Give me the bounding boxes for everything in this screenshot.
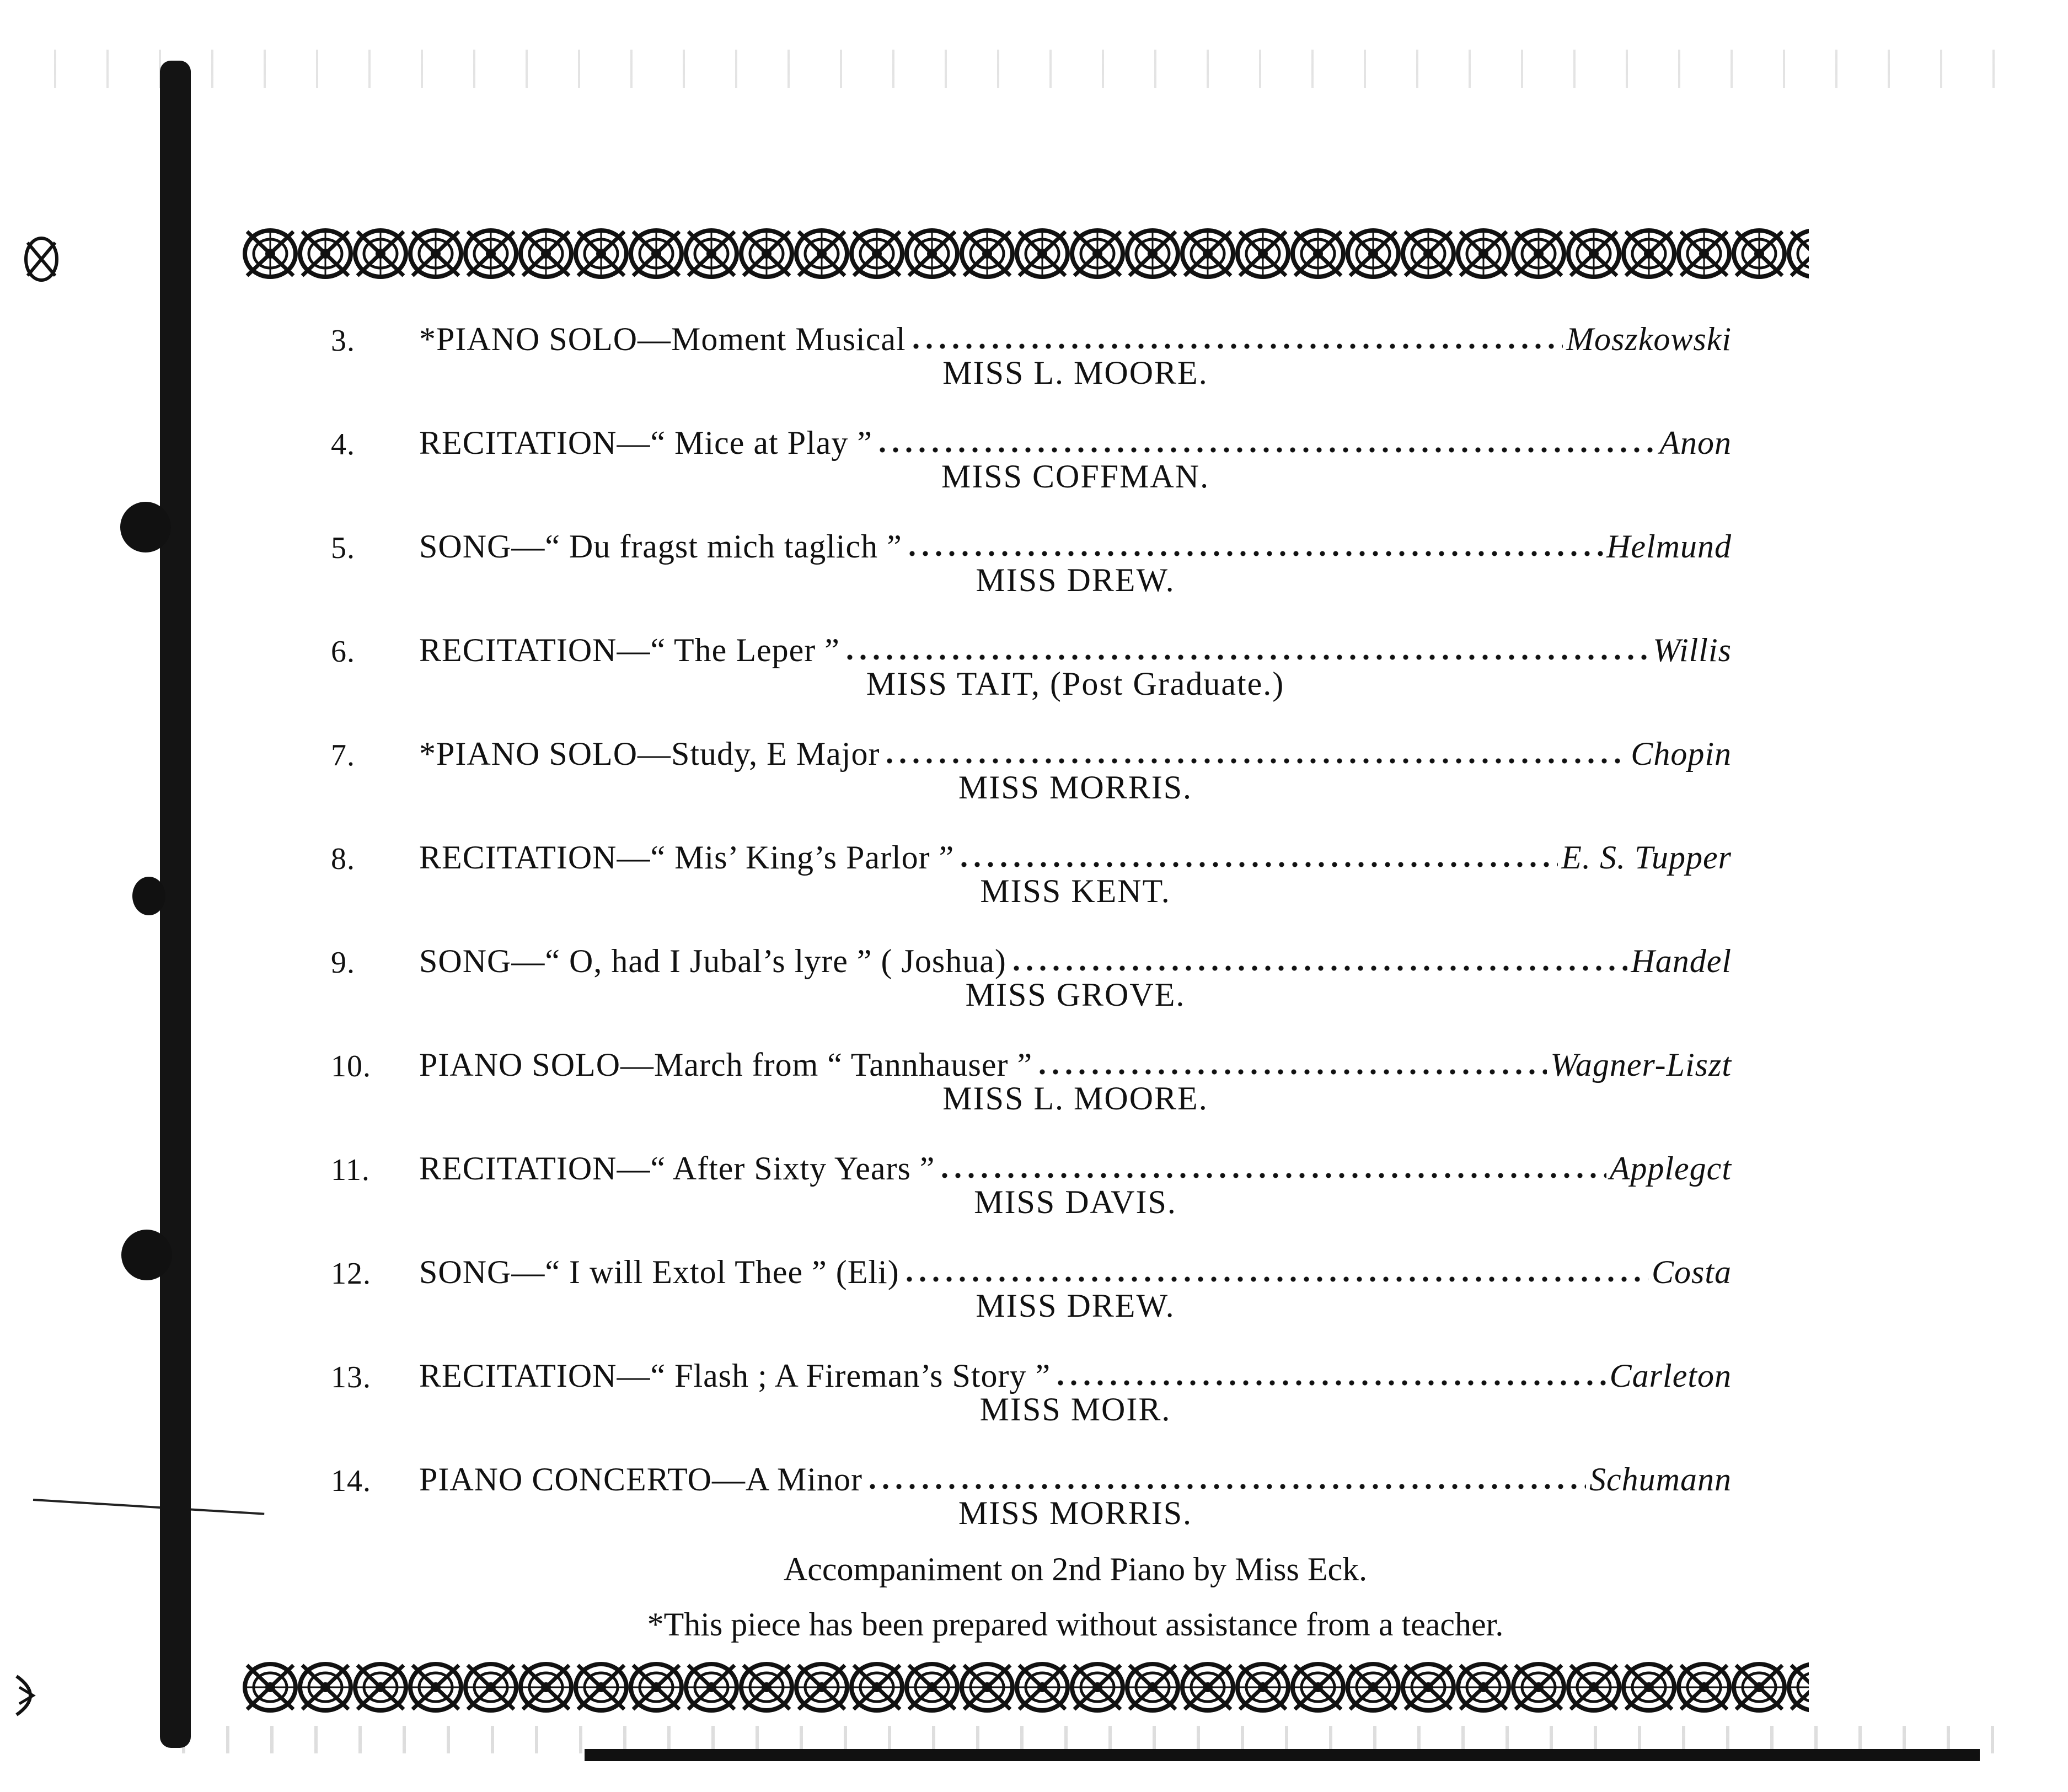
program-list <box>331 309 1732 1661</box>
item-performer: MISS MORRIS. <box>958 1495 1193 1531</box>
item-composer: Handel <box>1631 943 1732 979</box>
item-number: 13. <box>331 1360 371 1394</box>
item-performer: MISS COFFMAN. <box>941 458 1210 495</box>
program-item <box>331 620 1732 723</box>
item-title: *PIANO SOLO—Study, E Major <box>419 736 880 772</box>
item-number: 5. <box>331 531 355 565</box>
dot-leader <box>866 1481 1586 1492</box>
item-title: SONG—“ I will Extol Thee ” (Eli) <box>419 1254 899 1290</box>
item-title: RECITATION—“ The Leper ” <box>419 632 840 668</box>
item-performer: MISS DREW. <box>976 1287 1175 1324</box>
item-title: RECITATION—“ Flash ; A Fireman’s Story ” <box>419 1358 1051 1394</box>
item-title: RECITATION—“ Mis’ King’s Parlor ” <box>419 839 955 876</box>
item-title: PIANO SOLO—March from “ Tannhauser ” <box>419 1047 1033 1083</box>
program-item <box>331 412 1732 516</box>
program-item <box>331 1242 1732 1345</box>
item-number: 11. <box>331 1153 370 1187</box>
item-composer: Schumann <box>1589 1461 1732 1498</box>
item-number: 10. <box>331 1049 371 1083</box>
item-number: 3. <box>331 324 355 358</box>
program-item <box>331 516 1732 620</box>
item-composer: Anon <box>1659 425 1732 461</box>
program-item <box>331 1449 1732 1553</box>
item-composer: Willis <box>1653 632 1732 668</box>
item-performer: MISS DREW. <box>976 562 1175 598</box>
ornamental-border-bottom <box>243 1660 1809 1715</box>
item-title: PIANO CONCERTO—A Minor <box>419 1461 863 1498</box>
item-composer: Chopin <box>1631 736 1732 772</box>
binding-strip <box>160 61 191 1748</box>
dot-leader <box>1036 1066 1547 1077</box>
item-composer: Applegct <box>1609 1150 1732 1187</box>
program-item <box>331 309 1732 412</box>
dot-leader <box>1010 963 1628 974</box>
item-number: 8. <box>331 842 355 876</box>
item-composer: Moszkowski <box>1566 321 1732 357</box>
item-title: *PIANO SOLO—Moment Musical <box>419 321 906 357</box>
accompaniment-note: Accompaniment on 2nd Piano by Miss Eck. <box>783 1551 1368 1587</box>
item-composer: Helmund <box>1606 528 1732 565</box>
item-performer: MISS MOIR. <box>979 1391 1171 1428</box>
dot-leader <box>843 652 1649 663</box>
item-performer: MISS L. MOORE. <box>942 1080 1208 1117</box>
dot-leader <box>906 548 1603 559</box>
dot-leader <box>1054 1377 1606 1388</box>
dot-leader <box>909 341 1563 352</box>
item-performer: MISS L. MOORE. <box>942 355 1208 391</box>
item-title: SONG—“ Du fragst mich taglich ” <box>419 528 902 565</box>
item-performer: MISS DAVIS. <box>974 1184 1177 1220</box>
program-item <box>331 931 1732 1034</box>
program-item <box>331 827 1732 931</box>
binding-knob-2 <box>132 877 165 915</box>
bottom-edge-rule <box>585 1749 1980 1761</box>
item-composer: Wagner-Liszt <box>1550 1047 1732 1083</box>
item-composer: E. S. Tupper <box>1561 839 1732 876</box>
item-composer: Carleton <box>1609 1358 1732 1394</box>
knot-ornament-icon <box>11 1671 50 1720</box>
knot-ornament-icon <box>22 234 61 284</box>
item-title: RECITATION—“ Mice at Play ” <box>419 425 872 461</box>
item-number: 4. <box>331 427 355 462</box>
item-number: 6. <box>331 635 355 669</box>
item-performer: MISS GROVE. <box>965 977 1186 1013</box>
item-title: SONG—“ O, had I Jubal’s lyre ” ( Joshua) <box>419 943 1006 979</box>
footnote: *This piece has been prepared without assistance from a teacher. <box>647 1606 1504 1643</box>
program-item <box>331 1034 1732 1138</box>
item-title: RECITATION—“ After Sixty Years ” <box>419 1150 935 1187</box>
dot-leader <box>876 444 1656 455</box>
dot-leader <box>883 755 1627 766</box>
item-performer: MISS KENT. <box>980 873 1171 909</box>
top-edge-speckle <box>33 50 1996 88</box>
item-number: 7. <box>331 738 355 772</box>
dot-leader <box>938 1170 1606 1181</box>
item-number: 9. <box>331 946 355 980</box>
item-performer: MISS MORRIS. <box>958 769 1193 806</box>
program-item <box>331 1138 1732 1242</box>
stray-pen-line <box>33 1499 264 1515</box>
binding-knob-3 <box>121 1230 172 1280</box>
program-item <box>331 1345 1732 1449</box>
item-composer: Costa <box>1651 1254 1732 1290</box>
dot-leader <box>903 1274 1648 1285</box>
program-item <box>331 723 1732 827</box>
item-number: 12. <box>331 1257 371 1291</box>
binding-knob-1 <box>120 502 171 552</box>
ornamental-border-top <box>243 226 1809 281</box>
dot-leader <box>957 859 1558 870</box>
item-number: 14. <box>331 1464 371 1498</box>
item-performer: MISS TAIT, (Post Graduate.) <box>866 666 1285 702</box>
